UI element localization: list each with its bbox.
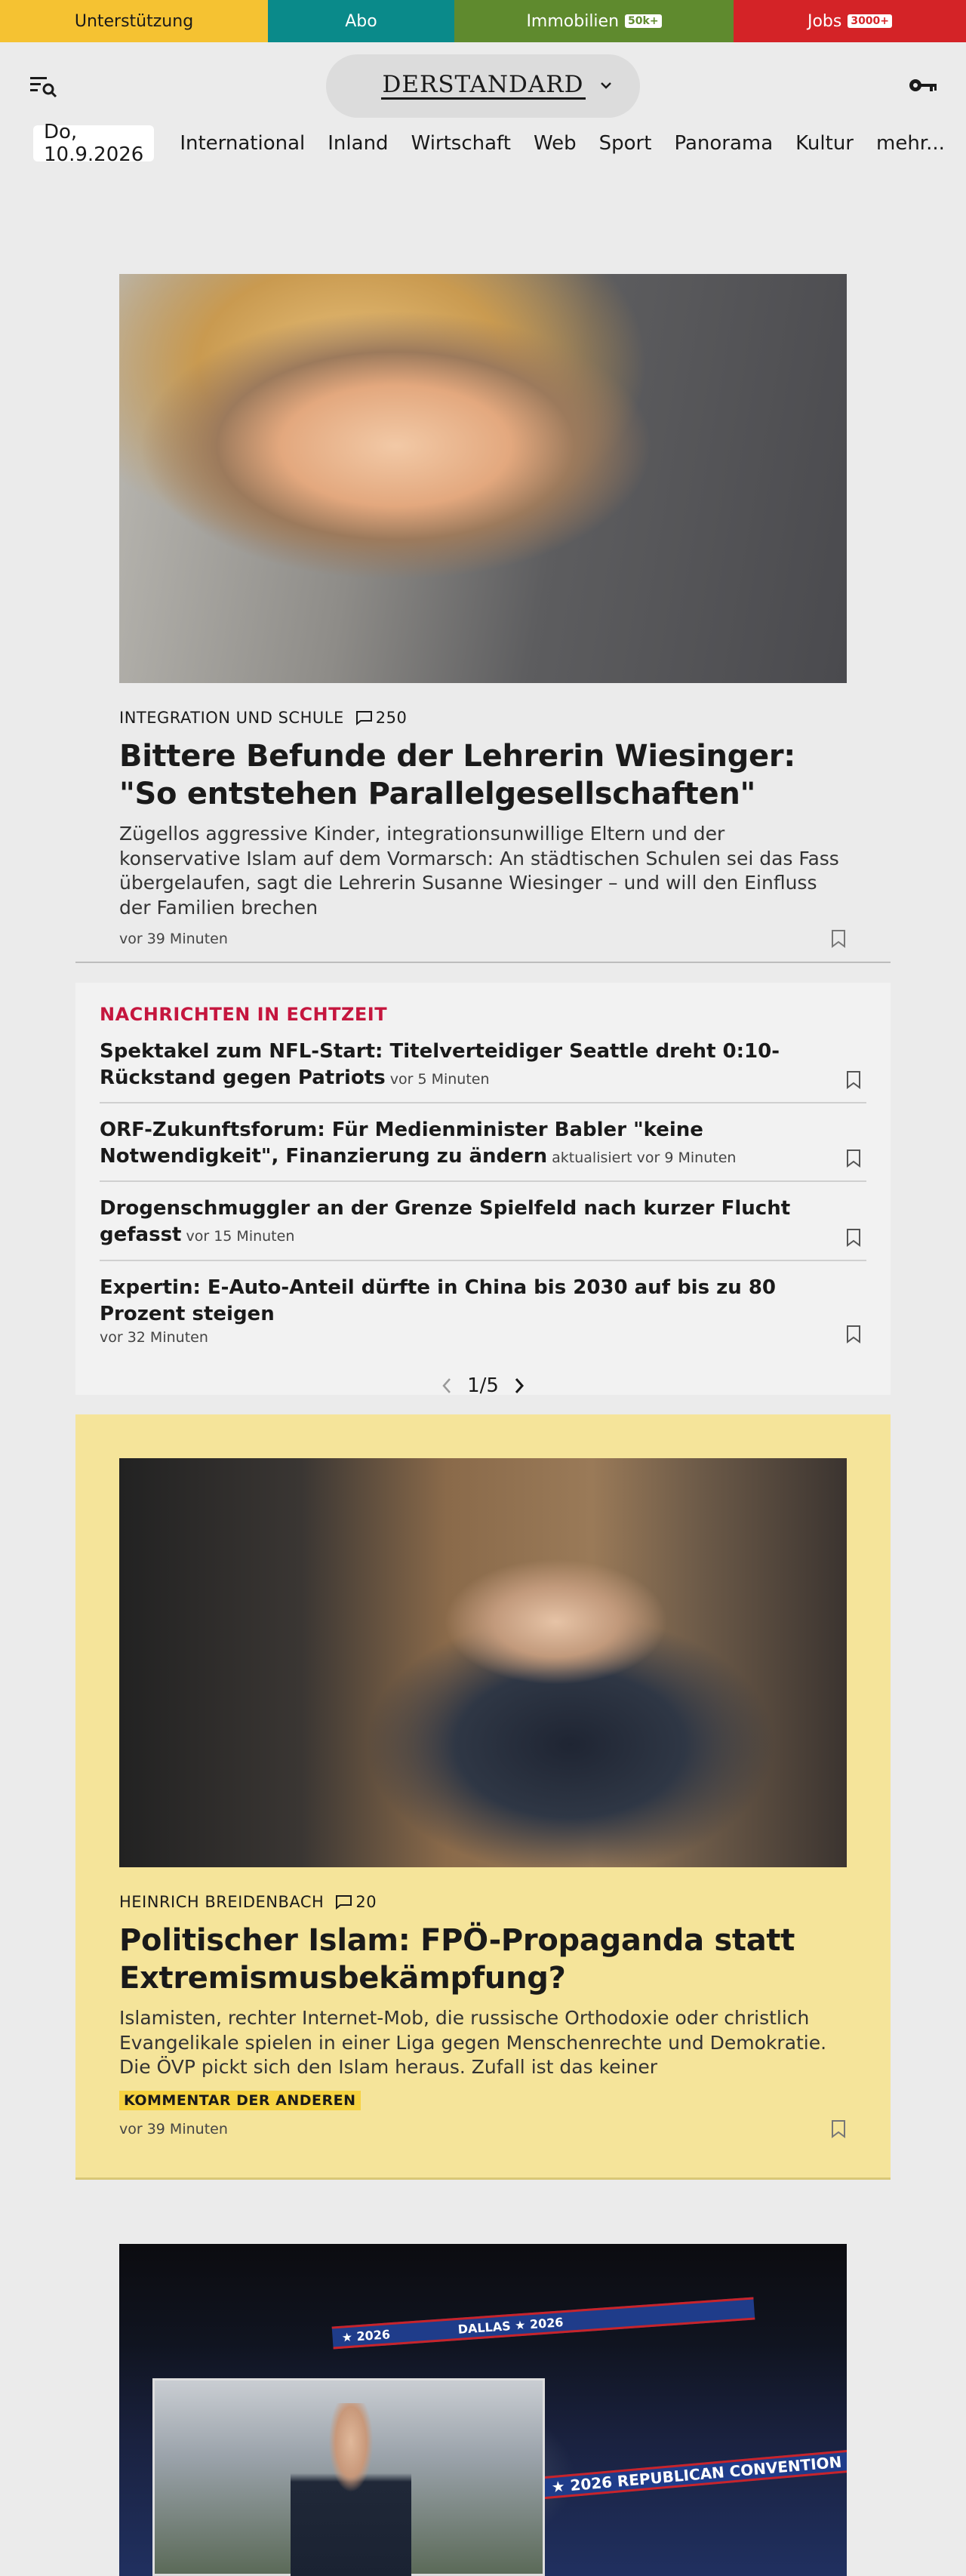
- comment-count-value: 20: [355, 1893, 377, 1911]
- opinion-article-time: vor 39 Minuten: [119, 2120, 228, 2137]
- lead-article-headline[interactable]: Bittere Befunde der Lehrerin Wiesinger: "So entstehen Parallelgesellschaften": [119, 739, 795, 811]
- lead-article[interactable]: [119, 274, 847, 949]
- convention-banner: [332, 2297, 755, 2350]
- banner-text: DALLAS ★ 2026: [457, 2314, 565, 2337]
- screen-inset: [152, 2378, 545, 2576]
- live-ticker: [75, 983, 891, 1395]
- top-bar: [0, 0, 966, 42]
- unterstuetzung-link[interactable]: [0, 0, 268, 42]
- lead-article-meta: [119, 929, 847, 949]
- ticker-item[interactable]: [100, 1103, 866, 1182]
- logo: DERSTANDARD: [382, 71, 584, 99]
- abo-label: Abo: [345, 11, 377, 31]
- opinion-article[interactable]: [119, 1458, 847, 2139]
- nav-item-web[interactable]: Web: [533, 132, 577, 155]
- nav-item-kultur[interactable]: Kultur: [795, 132, 854, 155]
- nav-item-panorama[interactable]: Panorama: [674, 132, 774, 155]
- immobilien-label: Immobilien: [526, 11, 620, 31]
- bookmark-icon[interactable]: [845, 1070, 862, 1090]
- comment-count[interactable]: [355, 709, 408, 727]
- kicker-text: INTEGRATION UND SCHULE: [119, 709, 344, 727]
- opinion-article-meta: [119, 2119, 847, 2139]
- bookmark-icon[interactable]: [830, 929, 847, 949]
- jobs-label: Jobs: [807, 11, 842, 31]
- unterstuetzung-label: Unterstützung: [74, 11, 194, 31]
- section-divider: [75, 962, 891, 963]
- ticker-headline: ORF-Zukunftsforum: Für Medienminister Babler "keine Notwendigkeit", Finanzierung zu ändern: [100, 1119, 703, 1168]
- comment-count[interactable]: [334, 1893, 377, 1911]
- ticker-item[interactable]: [100, 1182, 866, 1260]
- kicker-text: HEINRICH BREIDENBACH: [119, 1893, 325, 1911]
- ticker-time: aktualisiert vor 9 Minuten: [552, 1150, 737, 1167]
- ticker-time: vor 32 Minuten: [100, 1328, 208, 1346]
- ticker-headline: Expertin: E-Auto-Anteil dürfte in China bis 2030 auf bis zu 80 Prozent steigen: [100, 1276, 776, 1325]
- opinion-article-headline[interactable]: Politischer Islam: FPÖ-Propaganda statt Extremismusbekämpfung?: [119, 1923, 795, 1996]
- bookmark-icon[interactable]: [845, 1325, 862, 1344]
- ticker-item[interactable]: [100, 1025, 866, 1103]
- banner-text: ★ 2026 REPUBLICAN CONVENTION: [550, 2452, 843, 2497]
- jobs-badge: 3000+: [848, 14, 892, 28]
- chevron-left-icon[interactable]: [438, 1376, 455, 1396]
- chevron-right-icon[interactable]: [511, 1376, 528, 1396]
- ticker-time: vor 15 Minuten: [186, 1228, 295, 1245]
- comment-icon: [334, 1894, 352, 1910]
- bookmark-icon[interactable]: [845, 1149, 862, 1168]
- opinion-article-teaser: Islamisten, rechter Internet-Mob, die russische Orthodoxie oder christlich Evangelikale spielen in einer Liga gegen Menschenrechte und Demokratie. Die ÖVP pickt sich den Islam heraus. Zufall ist das keiner: [119, 2007, 827, 2078]
- abo-link[interactable]: [268, 0, 454, 42]
- lead-article-image[interactable]: [119, 274, 847, 683]
- brand-switcher[interactable]: [326, 54, 640, 118]
- menu-search-icon[interactable]: [29, 72, 59, 100]
- ticker-time: vor 5 Minuten: [389, 1071, 490, 1088]
- immobilien-link[interactable]: [454, 0, 734, 42]
- site-header: [0, 42, 966, 125]
- comment-count-value: 250: [375, 709, 408, 727]
- lead-article-kicker: [119, 709, 847, 727]
- comment-icon: [355, 710, 373, 725]
- chevron-down-icon: [598, 77, 614, 94]
- speaker-figure: [291, 2403, 411, 2576]
- ticker-item[interactable]: [100, 1261, 866, 1356]
- ticker-pager: [100, 1374, 866, 1397]
- main-nav: [33, 121, 966, 166]
- ticker-headline: Drogenschmuggler an der Grenze Spielfeld nach kurzer Flucht gefasst: [100, 1197, 791, 1247]
- bookmark-icon[interactable]: [845, 1228, 862, 1248]
- ticker-title: NACHRICHTEN IN ECHTZEIT: [100, 1004, 388, 1025]
- opinion-article-image[interactable]: [119, 1458, 847, 1867]
- nav-item-mehr[interactable]: mehr...: [876, 132, 945, 155]
- pager-value: 1/5: [467, 1374, 499, 1397]
- third-article[interactable]: [119, 2244, 847, 2576]
- third-article-image[interactable]: [119, 2244, 847, 2576]
- nav-item-international[interactable]: International: [180, 132, 306, 155]
- nav-item-wirtschaft[interactable]: Wirtschaft: [411, 132, 511, 155]
- bookmark-icon[interactable]: [830, 2119, 847, 2139]
- opinion-article-kicker: [119, 1893, 847, 1911]
- immobilien-badge: 50k+: [625, 14, 662, 28]
- ticker-headline: Spektakel zum NFL-Start: Titelverteidiger Seattle dreht 0:10-Rückstand gegen Patriots: [100, 1040, 780, 1090]
- banner-text: ★ 2026: [340, 2326, 391, 2345]
- nav-item-sport[interactable]: Sport: [598, 132, 652, 155]
- kommentar-label: KOMMENTAR DER ANDEREN: [119, 2091, 361, 2110]
- convention-banner: [541, 2449, 847, 2499]
- key-icon[interactable]: [907, 72, 939, 98]
- nav-item-inland[interactable]: Inland: [328, 132, 389, 155]
- date-display: Do, 10.9.2026: [33, 125, 154, 162]
- lead-article-time: vor 39 Minuten: [119, 931, 228, 947]
- jobs-link[interactable]: [734, 0, 966, 42]
- lead-article-teaser: Zügellos aggressive Kinder, integrationsunwillige Eltern und der konservative Islam auf dem Vormarsch: An städtischen Schulen sei das Fass übergelaufen, sagt die Lehrerin Susanne Wiesinger – und will den Einfluss der Familien brechen: [119, 823, 839, 919]
